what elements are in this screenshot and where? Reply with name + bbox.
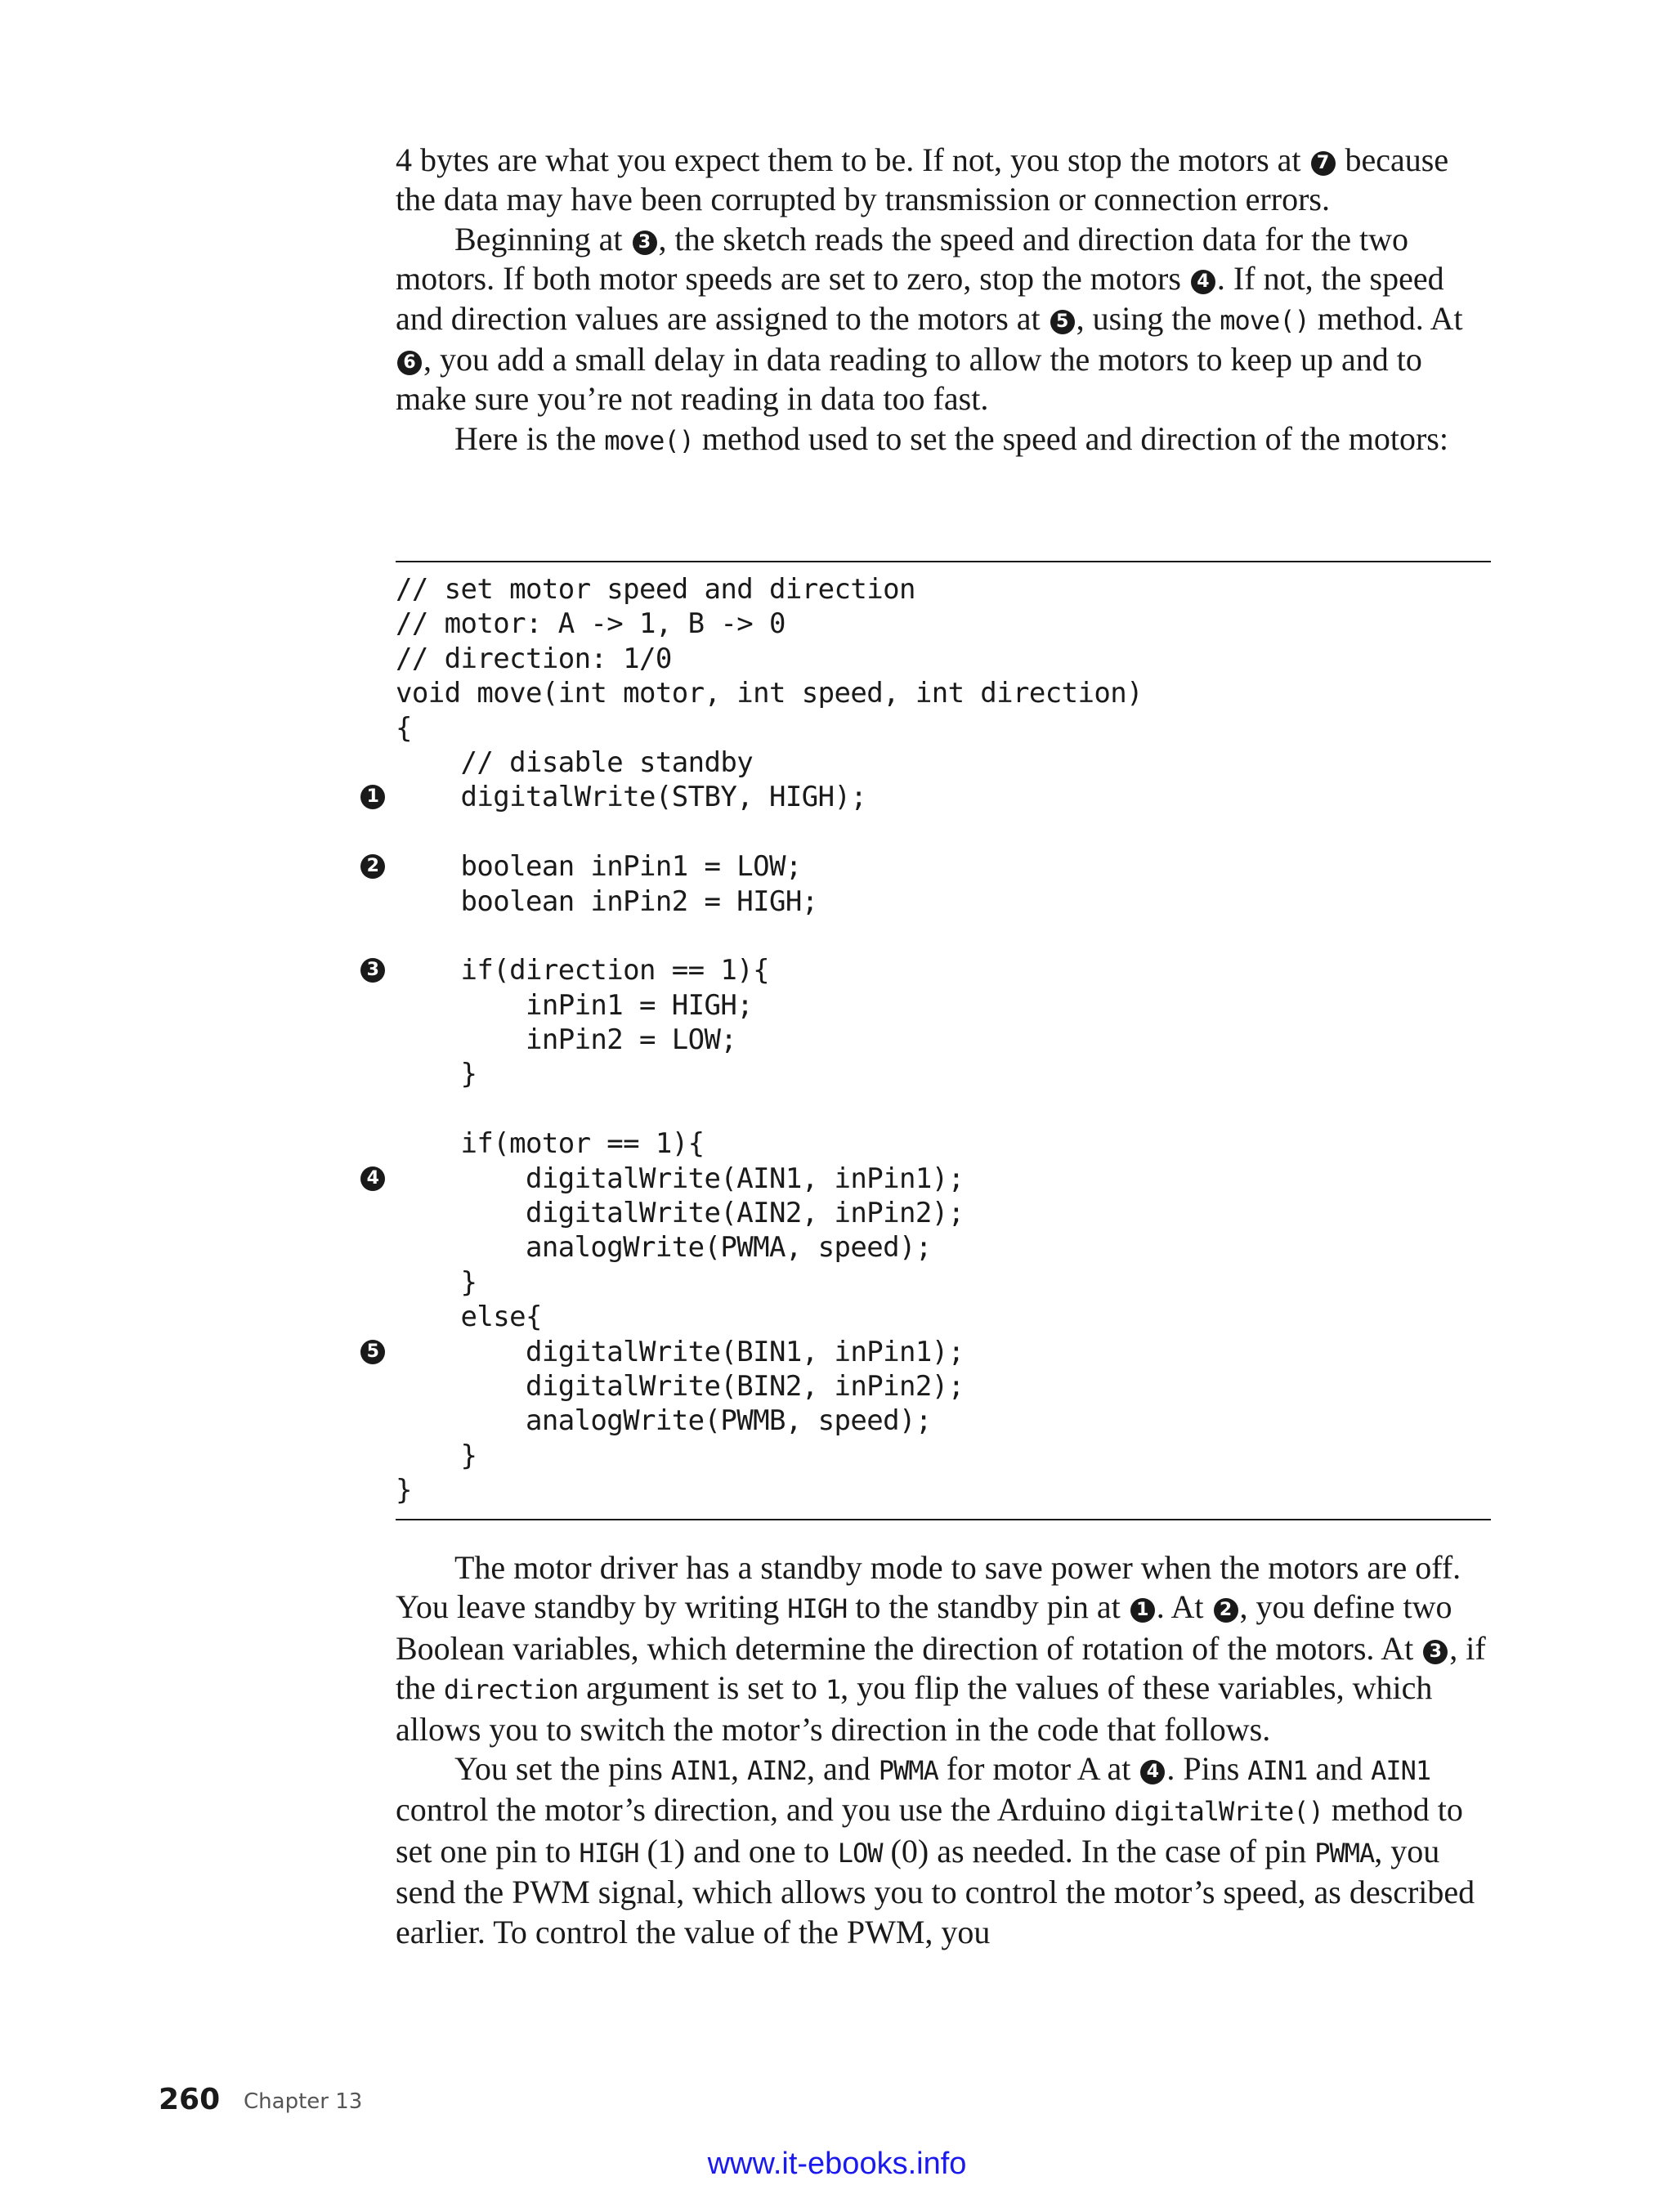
- code-line: if(direction == 1){ 3: [396, 953, 1491, 987]
- code-callout-marker-icon: 1: [360, 785, 385, 809]
- code-line: [396, 919, 1491, 953]
- inline-code: AIN1: [1371, 1755, 1431, 1787]
- code-line: digitalWrite(BIN1, inPin1); 5: [396, 1335, 1491, 1369]
- inline-code: LOW: [837, 1837, 883, 1869]
- callout-marker-icon: 5: [1050, 310, 1075, 334]
- callout-marker-icon: 4: [1140, 1760, 1165, 1784]
- paragraph-2: Beginning at 3 , the sketch reads the speed and direction data for the two motors. If both motor speeds are set to zero, stop the motors 4 . If not, the speed and direction values are assigned to the motors at 5 , using the move() method. At 6 , you add a small delay in data reading to allow the motors to keep up and to make sure you’re not reading in data too fast.: [396, 220, 1463, 418]
- paragraph-4: The motor driver has a standby mode to save power when the motors are off. You leave standby by writing HIGH to the standby pin at 1 . At 2 , you define two Boolean variables, which determine the direction of rotation of the motors. At 3 , if the direction argument is set to 1, you flip the values of these variables, which allows you to switch the motor’s direction in the code that follows.: [396, 1549, 1486, 1748]
- inline-code: 1: [825, 1674, 841, 1706]
- code-line: // motor: A -> 1, B -> 0: [396, 607, 786, 641]
- code-line: // disable standby: [396, 746, 754, 779]
- inline-code: move(): [1220, 304, 1309, 336]
- code-line: boolean inPin2 = HIGH;: [396, 884, 818, 918]
- body-text-top: [396, 141, 1491, 460]
- callout-marker-icon: 3: [633, 231, 657, 255]
- inline-code: AIN1: [1247, 1755, 1308, 1787]
- code-top-rule: [396, 561, 1491, 562]
- code-line: else{: [396, 1301, 542, 1334]
- code-line: digitalWrite(AIN2, inPin2);: [396, 1197, 965, 1230]
- callout-marker-icon: 1: [1130, 1598, 1155, 1623]
- code-line: // direction: 1/0: [396, 642, 672, 675]
- inline-code: move(): [604, 424, 694, 456]
- inline-code: HIGH: [579, 1837, 639, 1869]
- callout-marker-icon: 3: [1423, 1640, 1448, 1664]
- code-line: }: [396, 1439, 477, 1472]
- code-line: }: [396, 1058, 477, 1091]
- callout-marker-icon: 4: [1191, 270, 1215, 294]
- inline-code: HIGH: [787, 1593, 848, 1625]
- code-line: void move(int motor, int speed, int direction): [396, 677, 1144, 710]
- inline-code: AIN1: [670, 1755, 731, 1787]
- code-line: digitalWrite(BIN2, inPin2);: [396, 1369, 965, 1403]
- inline-code: AIN2: [746, 1755, 807, 1787]
- code-line: if(motor == 1){: [396, 1127, 705, 1161]
- inline-code: direction: [443, 1674, 579, 1706]
- code-listing: [366, 572, 1491, 1508]
- code-line: analogWrite(PWMA, speed);: [396, 1231, 932, 1265]
- code-line: // set motor speed and direction: [396, 573, 915, 606]
- inline-code: digitalWrite(): [1114, 1796, 1323, 1828]
- chapter-label: Chapter 13: [244, 2089, 363, 2114]
- code-bottom-rule: [396, 1519, 1491, 1520]
- code-callout-marker-icon: 5: [360, 1340, 385, 1364]
- body-text-bottom: [396, 1548, 1491, 1952]
- paragraph-1: 4 bytes are what you expect them to be. If not, you stop the motors at 7 because the data may have been corrupted by transmission or connection errors.: [396, 141, 1449, 218]
- code-line: }: [396, 1474, 412, 1507]
- paragraph-3: Here is the move() method used to set the speed and direction of the motors:: [454, 419, 1448, 457]
- page-number: 260: [159, 2083, 221, 2116]
- code-callout-marker-icon: 3: [360, 958, 385, 983]
- code-callout-marker-icon: 2: [360, 854, 385, 879]
- code-line: digitalWrite(STBY, HIGH); 1: [396, 780, 1491, 814]
- callout-marker-icon: 6: [397, 351, 422, 375]
- watermark-link[interactable]: www.it-ebooks.info: [707, 2147, 967, 2181]
- inline-code: PWMA: [878, 1755, 938, 1787]
- code-line: boolean inPin1 = LOW; 2: [396, 849, 1491, 884]
- code-line: [396, 1092, 1491, 1126]
- callout-marker-icon: 2: [1214, 1598, 1238, 1623]
- code-line: digitalWrite(AIN1, inPin1); 4: [396, 1162, 1491, 1196]
- callout-marker-icon: 7: [1311, 151, 1336, 176]
- code-callout-marker-icon: 4: [360, 1166, 385, 1191]
- code-line: [396, 815, 1491, 849]
- paragraph-5: You set the pins AIN1, AIN2, and PWMA for motor A at 4 . Pins AIN1 and AIN1 control the motor’s direction, and you use the Arduino digitalWrite() method to set one pin to HIGH (1) and one to LOW (0) as needed. In the case of pin PWMA, you send the PWM signal, which allows you to control the motor’s speed, as described earlier. To control the value of the PWM, you: [396, 1750, 1475, 1950]
- code-line: inPin2 = LOW;: [396, 1023, 737, 1057]
- code-line: inPin1 = HIGH;: [396, 988, 754, 1022]
- code-line: analogWrite(PWMB, speed);: [396, 1404, 932, 1438]
- code-line: }: [396, 1265, 477, 1299]
- code-line: {: [396, 711, 412, 745]
- inline-code: PWMA: [1314, 1837, 1375, 1869]
